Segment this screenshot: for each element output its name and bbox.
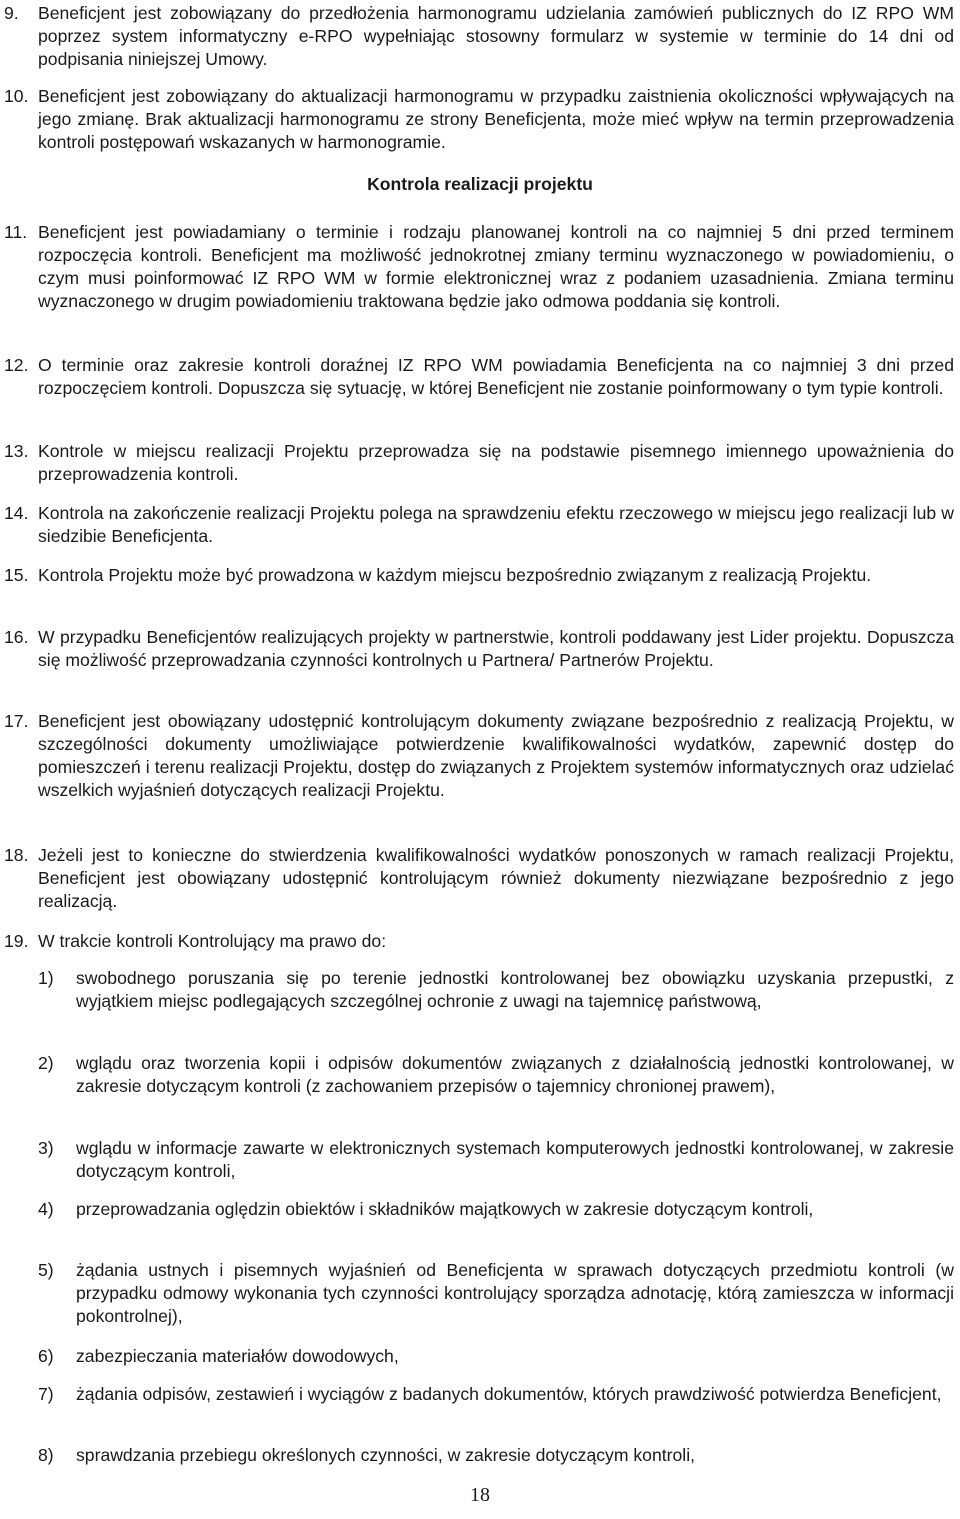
paragraph-text: W przypadku Beneficjentów realizujących projekty w partnerstwie, kontroli poddawany jest Lider projektu. Dopuszcza się możliwość przeprowadzania czynności kontrolnych u Partnera/ Partnerów Projektu. [38, 627, 954, 670]
list-item [38, 1383, 954, 1406]
paragraph-number: 12. [4, 355, 29, 375]
list-item-text: przeprowadzania oględzin obiektów i składników majątkowych w zakresie dotyczącym kontroli, [76, 1199, 814, 1219]
section-heading: Kontrola realizacji projektu [367, 174, 593, 194]
paragraph-number: 15. [4, 565, 29, 585]
paragraph-text: Beneficjent jest obowiązany udostępnić kontrolującym dokumenty związane bezpośrednio z realizacją Projektu, w szczególności dokumenty umożliwiające potwierdzenie kwalifikowalności wydatków, zapewnić dostęp do pomieszczeń i terenu realizacji Projektu, dostęp do związanych z Projektem systemów informatycznych oraz udzielać wszelkich wyjaśnień dotyczących realizacji Projektu. [38, 711, 954, 800]
paragraph-text: Kontrola na zakończenie realizacji Projektu polega na sprawdzeniu efektu rzeczowego w miejscu jego realizacji lub w siedzibie Beneficjenta. [38, 503, 954, 546]
page-number: 18 [470, 1484, 490, 1506]
list-item-number: 1) [38, 968, 54, 988]
list-item-number: 2) [38, 1053, 54, 1073]
paragraph-number: 9. [4, 3, 19, 23]
paragraph-13 [4, 440, 954, 486]
paragraph-14 [4, 502, 954, 548]
paragraph-number: 13. [4, 441, 29, 461]
paragraph-text: Kontrola Projektu może być prowadzona w każdym miejscu bezpośrednio związanym z realizacją Projektu. [38, 565, 872, 585]
list-item [38, 1259, 954, 1328]
paragraph-number: 19. [4, 931, 29, 951]
list-item-number: 8) [38, 1445, 54, 1465]
list-item [38, 1052, 954, 1098]
list-item-text: żądania odpisów, zestawień i wyciągów z badanych dokumentów, których prawdziwość potwierdza Beneficjent, [76, 1384, 942, 1404]
paragraph-text: Jeżeli jest to konieczne do stwierdzenia kwalifikowalności wydatków ponoszonych w ramach realizacji Projektu, Beneficjent jest obowiązany udostępnić kontrolującym również dokumenty niezwiązane bezpośrednio z jego realizacją. [38, 845, 954, 911]
paragraph-text: Kontrole w miejscu realizacji Projektu przeprowadza się na podstawie pisemnego imiennego upoważnienia do przeprowadzenia kontroli. [38, 441, 954, 484]
paragraph-number: 14. [4, 503, 29, 523]
list-item-text: swobodnego poruszania się po terenie jednostki kontrolowanej bez obowiązku uzyskania przepustki, z wyjątkiem miejsc podlegających szczególnej ochronie z uwagi na tajemnicę państwową, [76, 968, 954, 1011]
list-item-text: zabezpieczania materiałów dowodowych, [76, 1346, 399, 1366]
paragraph-10 [4, 85, 954, 154]
list-item [38, 967, 954, 1013]
list-item-number: 5) [38, 1260, 54, 1280]
paragraph-number: 11. [4, 222, 28, 242]
list-item [38, 1345, 954, 1368]
paragraph-text: Beneficjent jest zobowiązany do aktualizacji harmonogramu w przypadku zaistnienia okoliczności wpływających na jego zmianę. Brak aktualizacji harmonogramu ze strony Beneficjenta, może mieć wpływ na termin przeprowadzenia kontroli postępowań wskazanych w harmonogramie. [38, 86, 954, 152]
paragraph-number: 10. [4, 86, 29, 106]
paragraph-11 [4, 221, 954, 313]
paragraph-number: 16. [4, 627, 29, 647]
list-item-text: sprawdzania przebiegu określonych czynności, w zakresie dotyczącym kontroli, [76, 1445, 695, 1465]
paragraph-number: 17. [4, 711, 29, 731]
paragraph-16 [4, 626, 954, 672]
paragraph-12 [4, 354, 954, 400]
paragraph-text: W trakcie kontroli Kontrolujący ma prawo do: [38, 931, 387, 951]
list-item-number: 7) [38, 1384, 54, 1404]
list-item-text: wglądu w informacje zawarte w elektronicznych systemach komputerowych jednostki kontrolowanej, w zakresie dotyczącym kontroli, [76, 1138, 954, 1181]
list-item [38, 1137, 954, 1183]
paragraph-number: 18. [4, 845, 29, 865]
list-item-number: 4) [38, 1199, 54, 1219]
list-item-number: 6) [38, 1346, 54, 1366]
paragraph-text: O terminie oraz zakresie kontroli doraźnej IZ RPO WM powiadamia Beneficjenta na co najmniej 3 dni przed rozpoczęciem kontroli. Dopuszcza się sytuację, w której Beneficjent nie zostanie poinformowany o tym typie kontroli. [38, 355, 954, 398]
paragraph-19 [4, 930, 954, 953]
paragraph-9 [4, 2, 954, 71]
list-item-text: wglądu oraz tworzenia kopii i odpisów dokumentów związanych z działalnością jednostki kontrolowanej, w zakresie dotyczącym kontroli (z zachowaniem przepisów o tajemnicy chronionej prawem), [76, 1053, 954, 1096]
list-item [38, 1198, 954, 1221]
paragraph-15 [4, 564, 954, 587]
paragraph-text: Beneficjent jest powiadamiany o terminie i rodzaju planowanej kontroli na co najmniej 5 dni przed terminem rozpoczęcia kontroli. Beneficjent ma możliwość jednokrotnej zmiany terminu wyznaczonego w powiadomieniu, o czym musi poinformować IZ RPO WM w formie elektronicznej wraz z podaniem uzasadnienia. Zmiana terminu wyznaczonego w drugim powiadomieniu traktowana będzie jako odmowa poddania się kontroli. [38, 222, 954, 311]
paragraph-text: Beneficjent jest zobowiązany do przedłożenia harmonogramu udzielania zamówień publicznych do IZ RPO WM poprzez system informatyczny e-RPO wypełniając stosowny formularz w systemie w terminie do 14 dni od podpisania niniejszej Umowy. [38, 3, 954, 69]
list-item-text: żądania ustnych i pisemnych wyjaśnień od Beneficjenta w sprawach dotyczących przedmiotu kontroli (w przypadku odmowy wykonania tych czynności kontrolujący sporządza adnotację, którą zamieszcza w informacji pokontrolnej), [76, 1260, 954, 1326]
list-item-number: 3) [38, 1138, 54, 1158]
paragraph-18 [4, 844, 954, 913]
paragraph-17 [4, 710, 954, 802]
list-item [38, 1444, 954, 1467]
